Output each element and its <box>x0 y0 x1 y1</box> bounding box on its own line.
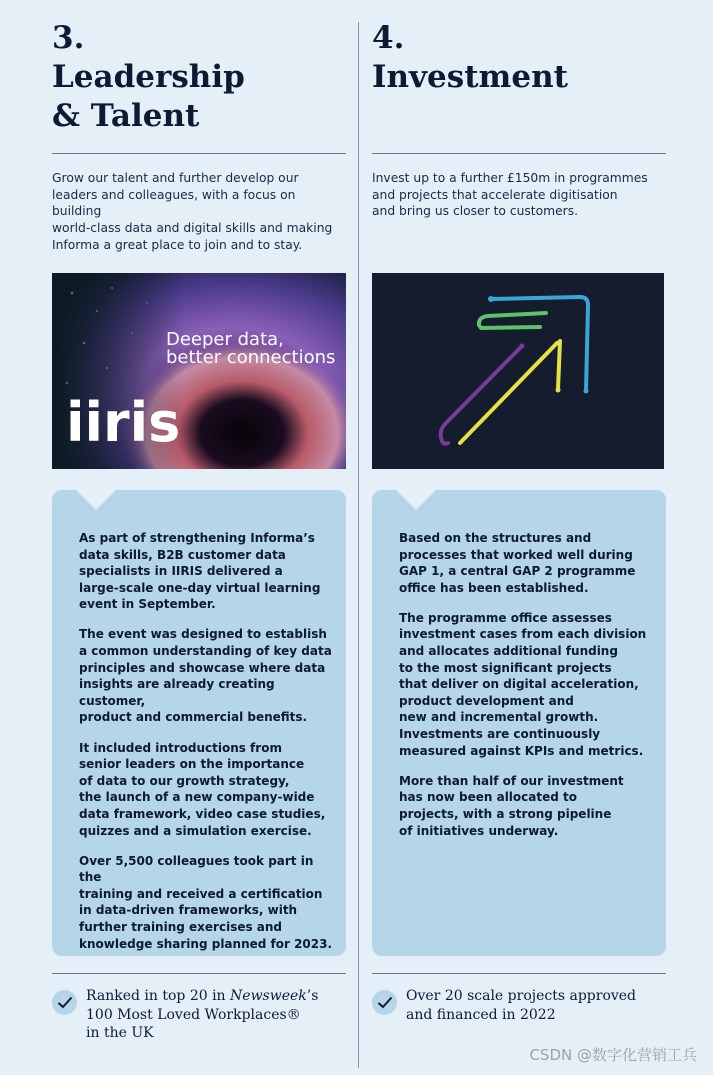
card-paragraph: Based on the structures and processes that worked well during GAP 1, a central GAP 2 programme office has been established. <box>399 531 636 595</box>
investment-hero-image <box>372 273 664 469</box>
top-rule <box>372 153 666 154</box>
check-icon <box>52 990 77 1015</box>
intro-paragraph: Grow our talent and further develop our leaders and colleagues, with a focus on building world-class data and digital skills and making Informa a great place to join and to stay. <box>52 171 333 252</box>
card-paragraph: Over 5,500 colleagues took part in the training and received a certification in data-driven frameworks, with further training exercises and knowledge sharing planned for 2023. <box>79 853 333 951</box>
card-paragraph: More than half of our investment has now been allocated to projects, with a strong pipeline of initiatives underway. <box>399 773 624 838</box>
intro-paragraph: Invest up to a further £150m in programmes and projects that accelerate digitisation and bring us closer to customers. <box>372 171 648 219</box>
newsweek-title: Newsweek <box>230 988 307 1004</box>
bottom-rule <box>372 973 666 974</box>
card-notch <box>76 490 116 510</box>
footnote-text <box>86 987 346 1043</box>
investment-info-card <box>372 490 666 956</box>
footnote-text-pre: Ranked in top 20 in <box>86 988 231 1004</box>
top-rule <box>52 153 346 154</box>
csdn-watermark: CSDN @数字化营销工兵 <box>529 1046 697 1064</box>
card-body <box>79 530 334 966</box>
card-paragraph: It included introductions from senior leaders on the importance of data to our growth strategy, the launch of a new company-wide data framework, video case studies, quizzes and a simulation exercise. <box>79 740 326 838</box>
section-number: 4. <box>372 20 405 56</box>
leadership-info-card <box>52 490 346 956</box>
section-heading: Leadership & Talent <box>52 59 245 134</box>
bottom-rule <box>52 973 346 974</box>
intro-text <box>372 170 666 220</box>
section-heading: Investment <box>372 59 568 95</box>
iiris-eye-graphic <box>52 273 346 469</box>
footnote-text-post: ’s 100 Most Loved Workplaces® in the UK <box>86 988 319 1041</box>
card-paragraph: As part of strengthening Informa’s data skills, B2B customer data specialists in IIRIS delivered a large-scale one-day virtual learning event in September. <box>79 531 321 612</box>
card-paragraph: The event was designed to establish a common understanding of key data principles and showcase where data insights are already creating customer, product and commercial benefits. <box>79 627 332 725</box>
iiris-hero-image <box>52 273 346 469</box>
iiris-logo: iiris <box>66 391 181 454</box>
hero-tagline-line-1: Deeper data, <box>166 329 284 350</box>
intro-text <box>52 170 346 254</box>
card-notch <box>396 490 436 510</box>
check-icon <box>372 990 397 1015</box>
footnote-text: Over 20 scale projects approved and financed in 2022 <box>406 988 637 1023</box>
card-paragraph: The programme office assesses investment cases from each division and allocates additional funding to the most significant projects that deliver on digital acceleration, product development and new and incremental growth. Investments are continuously measured against KPIs and metrics. <box>399 610 647 758</box>
column-divider <box>358 22 359 1068</box>
section-number: 3. <box>52 20 85 56</box>
arrow-graphic <box>372 273 664 469</box>
hero-tagline-line-2: better connections <box>166 347 336 368</box>
card-body <box>399 530 654 853</box>
